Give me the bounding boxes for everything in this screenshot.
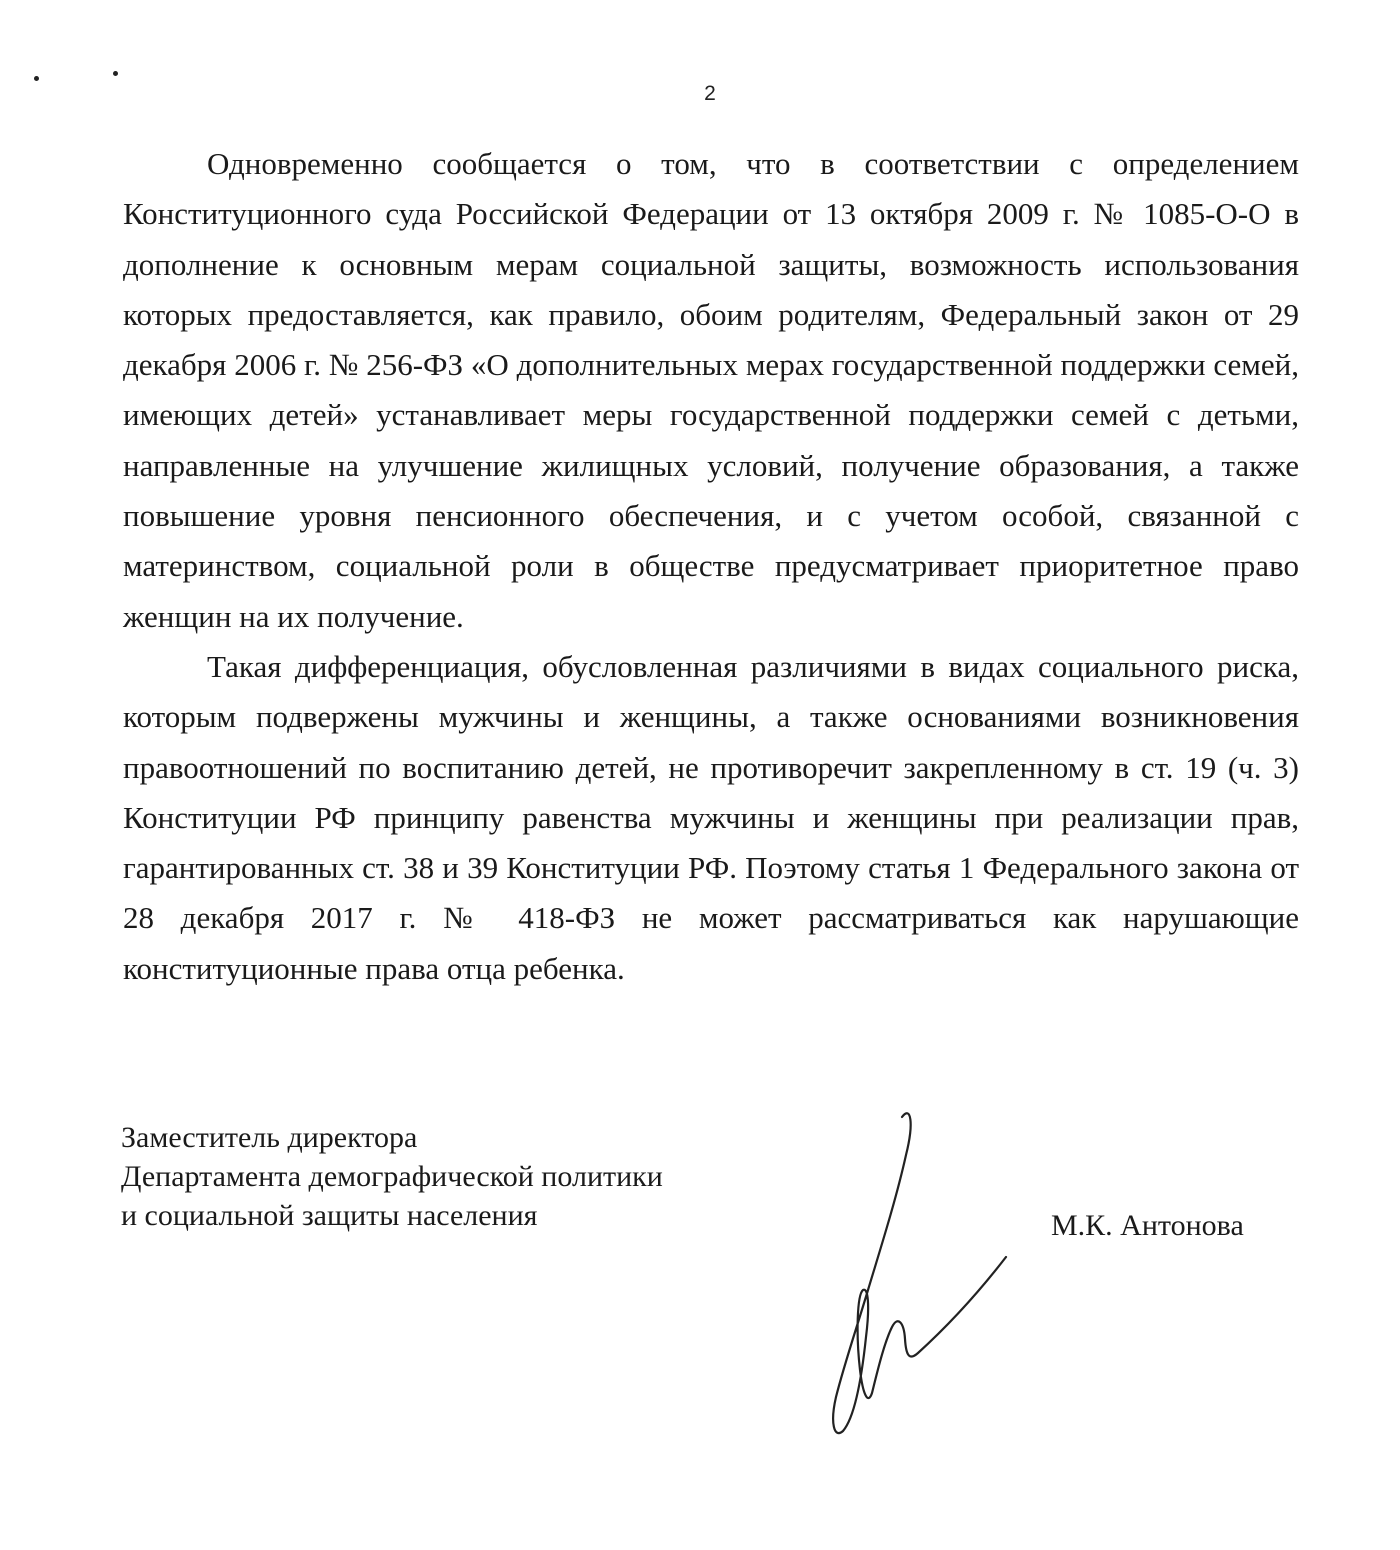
signer-title	[121, 1118, 663, 1235]
paragraph-2: Такая дифференциация, обусловленная различиями в видах социального риска, которым подвержены мужчины и женщины, а также основаниями возникновения правоотношений по воспитанию детей, не противоречит закрепленному в ст. 19 (ч. 3) Конституции РФ принципу равенства мужчины и женщины при реализации прав, гарантированных ст. 38 и 39 Конституции РФ. Поэтому статья 1 Федерального закона от 28 декабря 2017 г. № 418-ФЗ не может рассматриваться как нарушающие конституционные права отца ребенка.	[123, 648, 1299, 986]
handwritten-signature	[810, 1105, 1020, 1440]
page-number: 2	[704, 82, 716, 105]
signer-title-line: Департамента демографической политики	[121, 1160, 663, 1193]
scan-mark	[34, 76, 39, 81]
signer-title-line: и социальной защиты населения	[121, 1199, 538, 1232]
signer-title-line: Заместитель директора	[121, 1121, 418, 1154]
signature-stroke	[833, 1113, 1006, 1433]
paragraph-1: Одновременно сообщается о том, что в соответствии с определением Конституционного суда Российской Федерации от 13 октября 2009 г. № 1085-О-О в дополнение к основным мерам социальной защиты, возможность использования которых предоставляется, как правило, обоим родителям, Федеральный закон от 29 декабря 2006 г. № 256-ФЗ «О дополнительных мерах государственной поддержки семей, имеющих детей» устанавливает меры государственной поддержки семей с детьми, направленные на улучшение жилищных условий, получение образования, а также повышение уровня пенсионного обеспечения, и с учетом особой, связанной с материнством, социальной роли в обществе предусматривает приоритетное право женщин на их получение.	[123, 146, 1299, 634]
signer-name: М.К. Антонова	[1051, 1209, 1244, 1242]
scan-mark	[113, 71, 118, 76]
letter-body	[123, 139, 1299, 994]
